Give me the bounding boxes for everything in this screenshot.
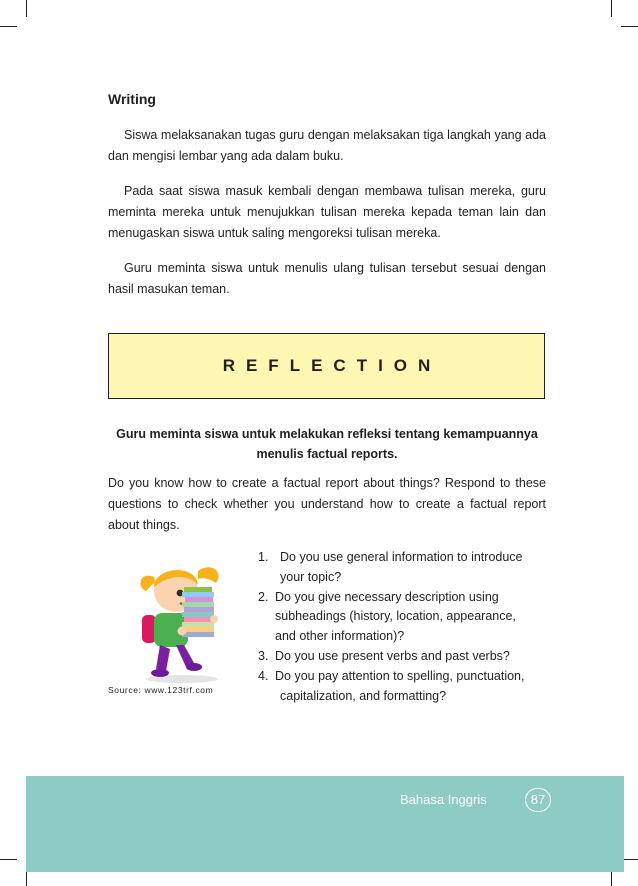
question-number: 1.: [258, 550, 269, 564]
question-list: [258, 548, 558, 706]
question-line: Do you use general information to introduce: [280, 550, 523, 564]
reflection-intro: [108, 424, 546, 464]
question-line: your topic?: [280, 569, 342, 584]
question-item: [258, 647, 558, 667]
question-item: [258, 588, 558, 647]
paragraph: Pada saat siswa masuk kembali dengan membawa tulisan mereka, guru meminta mereka untuk menujukkan tulisan mereka kepada teman lain dan menugaskan siswa untuk saling mengoreksi tulisan mereka.: [108, 184, 546, 240]
question-item: [258, 548, 558, 588]
book-title: Bahasa Inggris: [400, 792, 487, 807]
reflection-intro-line: Guru meminta siswa untuk melakukan refleksi tentang kemampuannya: [116, 427, 538, 441]
question-line: Do you give necessary description using: [275, 589, 499, 604]
question-line: Do you pay attention to spelling, punctuation,: [275, 668, 525, 683]
section-heading: Writing: [108, 91, 156, 107]
question-line: and other information)?: [275, 629, 405, 644]
question-intro: Do you know how to create a factual report about things? Respond to these questions to check whether you understand how to create a factual report about things.: [108, 476, 546, 532]
reflection-box: [108, 333, 545, 399]
question-line: subheadings (history, location, appearance,: [275, 609, 516, 624]
crop-mark: [621, 26, 638, 27]
reflection-title: REFLECTION: [222, 356, 442, 375]
reflection-intro-line: menulis factual reports.: [256, 447, 398, 461]
question-line: Do you use present verbs and past verbs?: [275, 648, 510, 663]
crop-mark: [0, 26, 17, 27]
question-line: capitalization, and formatting?: [280, 688, 447, 703]
girl-carrying-books-illustration: [132, 557, 236, 685]
question-item: [258, 667, 558, 707]
paragraph: Guru meminta siswa untuk menulis ulang tulisan tersebut sesuai dengan hasil masukan teman.: [108, 261, 546, 296]
crop-mark: [611, 0, 612, 17]
question-number: 3.: [258, 648, 269, 663]
paragraph: Siswa melaksanakan tugas guru dengan melaksakan tiga langkah yang ada dan mengisi lembar yang ada dalam buku.: [108, 128, 546, 163]
question-number: 4.: [258, 668, 269, 683]
crop-mark: [26, 0, 27, 17]
image-source-caption: Source: www.123trf.com: [108, 685, 214, 695]
crop-mark: [0, 859, 17, 860]
page-number: 87: [525, 788, 551, 812]
question-number: 2.: [258, 589, 269, 604]
